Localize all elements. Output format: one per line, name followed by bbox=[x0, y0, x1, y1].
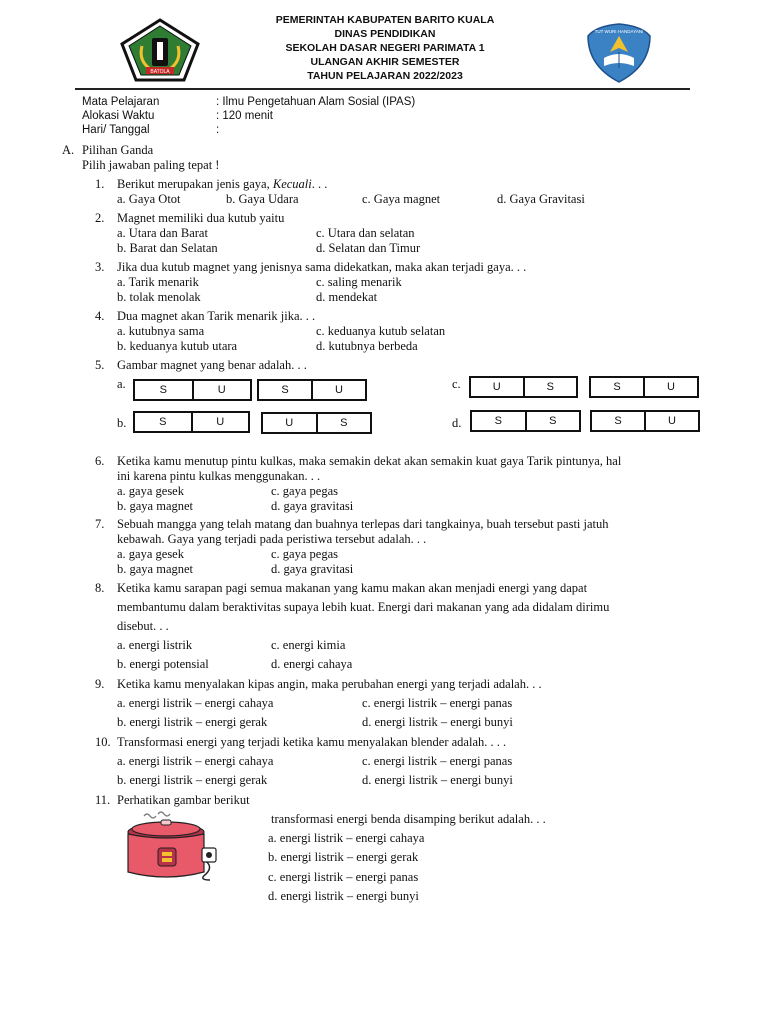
magnet-c2 bbox=[589, 376, 699, 398]
q2-option-b: b. Barat dan Selatan bbox=[117, 241, 218, 255]
q6-option-c: c. gaya pegas bbox=[271, 484, 338, 498]
q9-option-b: b. energi listrik – energi gerak bbox=[117, 715, 268, 729]
q3-text: Jika dua kutub magnet yang jenisnya sama didekatkan, maka akan terjadi gaya. . . bbox=[117, 260, 527, 274]
q5-option-d: d. bbox=[452, 416, 462, 430]
q8-option-b: b. energi potensial bbox=[117, 657, 209, 671]
tut-wuri-logo-text: TUT WURI HANDAYANI bbox=[594, 29, 644, 34]
header-line-2: DINAS PENDIDIKAN bbox=[334, 28, 436, 40]
q5-option-a: a. bbox=[117, 377, 126, 391]
q10-option-c: c. energi listrik – energi panas bbox=[362, 754, 513, 768]
q11-option-b: b. energi listrik – energi gerak bbox=[268, 850, 419, 864]
q3-option-a: a. Tarik menarik bbox=[117, 275, 199, 289]
header-line-1: PEMERINTAH KABUPATEN BARITO KUALA bbox=[275, 14, 495, 26]
q4-number: 4. bbox=[95, 309, 105, 323]
q1-text: Berikut merupakan jenis gaya, Kecuali. . . bbox=[117, 177, 328, 191]
q5-option-b: b. bbox=[117, 416, 127, 430]
section-title: Pilihan Ganda bbox=[82, 143, 154, 157]
q4-option-c: c. keduanya kutub selatan bbox=[316, 324, 446, 338]
q2-option-c: c. Utara dan selatan bbox=[316, 226, 415, 240]
header-line-3: SEKOLAH DASAR NEGERI PARIMATA 1 bbox=[285, 42, 485, 54]
q7-number: 7. bbox=[95, 517, 105, 531]
q6-text-line2: ini karena pintu kulkas menggunakan. . . bbox=[117, 469, 321, 483]
q7-option-c: c. gaya pegas bbox=[271, 547, 338, 561]
magnet-pole: S bbox=[525, 412, 580, 430]
magnet-b2 bbox=[261, 412, 372, 434]
meta-value-duration: : 120 menit bbox=[216, 110, 273, 122]
regency-logo-text: BATOLA bbox=[150, 69, 170, 75]
q6-number: 6. bbox=[95, 454, 105, 468]
magnet-pole: S bbox=[316, 414, 371, 432]
magnet-pole: S bbox=[159, 384, 167, 396]
q7-option-d: d. gaya gravitasi bbox=[271, 562, 354, 576]
q1-option-a: a. Gaya Otot bbox=[117, 192, 181, 206]
q8-text-line1: Ketika kamu sarapan pagi semua makanan yang kamu makan akan menjadi energi yang dapat bbox=[117, 581, 588, 595]
magnet-pole: U bbox=[285, 417, 294, 429]
magnet-pole: U bbox=[192, 381, 251, 399]
magnet-d2 bbox=[590, 410, 700, 432]
magnet-pole: S bbox=[494, 415, 502, 427]
q6-option-b: b. gaya magnet bbox=[117, 499, 194, 513]
q1-number: 1. bbox=[95, 177, 105, 191]
meta-label-subject: Mata Pelajaran bbox=[82, 96, 160, 108]
q11-option-c: c. energi listrik – energi panas bbox=[268, 870, 419, 884]
q7-option-a: a. gaya gesek bbox=[117, 547, 184, 561]
q5-number: 5. bbox=[95, 358, 105, 372]
q1-option-d: d. Gaya Gravitasi bbox=[497, 192, 585, 206]
magnet-d1 bbox=[470, 410, 581, 432]
q7-text-line2: kebawah. Gaya yang terjadi pada peristiwa tersebut adalah. . . bbox=[117, 532, 427, 546]
q9-option-d: d. energi listrik – energi bunyi bbox=[362, 715, 513, 729]
magnet-pole: S bbox=[281, 384, 289, 396]
rice-cooker-image bbox=[114, 810, 220, 884]
q9-number: 9. bbox=[95, 677, 105, 691]
q11-prompt: transformasi energi benda disamping berikut adalah. . . bbox=[271, 812, 546, 826]
q8-option-a: a. energi listrik bbox=[117, 638, 193, 652]
magnet-pole: S bbox=[159, 416, 167, 428]
school-header bbox=[180, 13, 590, 83]
q4-option-b: b. keduanya kutub utara bbox=[117, 339, 238, 353]
q10-option-b: b. energi listrik – energi gerak bbox=[117, 773, 268, 787]
magnet-b1 bbox=[133, 411, 250, 433]
q5-text: Gambar magnet yang benar adalah. . . bbox=[117, 358, 307, 372]
q1-option-c: c. Gaya magnet bbox=[362, 192, 441, 206]
q9-text: Ketika kamu menyalakan kipas angin, maka perubahan energi yang terjadi adalah. . . bbox=[117, 677, 542, 691]
q1-option-b: b. Gaya Udara bbox=[226, 192, 299, 206]
q8-text-line2: membantumu dalam beraktivitas supaya lebih kuat. Energi dari makanan yang ada didalam dirimu bbox=[117, 600, 610, 614]
q9-option-c: c. energi listrik – energi panas bbox=[362, 696, 513, 710]
q3-option-d: d. mendekat bbox=[316, 290, 378, 304]
q2-number: 2. bbox=[95, 211, 105, 225]
q10-number: 10. bbox=[95, 735, 111, 749]
q3-number: 3. bbox=[95, 260, 105, 274]
q10-option-a: a. energi listrik – energi cahaya bbox=[117, 754, 274, 768]
magnet-pole: U bbox=[492, 381, 501, 393]
magnet-c1 bbox=[469, 376, 578, 398]
magnet-pole: U bbox=[643, 378, 697, 396]
header-line-5: TAHUN PELAJARAN 2022/2023 bbox=[307, 70, 463, 82]
magnet-pole: S bbox=[523, 378, 577, 396]
q9-option-a: a. energi listrik – energi cahaya bbox=[117, 696, 274, 710]
q3-option-c: c. saling menarik bbox=[316, 275, 402, 289]
q4-option-d: d. kutubnya berbeda bbox=[316, 339, 418, 353]
magnet-pole: U bbox=[191, 413, 249, 431]
q2-option-a: a. Utara dan Barat bbox=[117, 226, 208, 240]
q7-option-b: b. gaya magnet bbox=[117, 562, 194, 576]
magnet-pole: S bbox=[614, 415, 622, 427]
q11-text: Perhatikan gambar berikut bbox=[117, 793, 250, 807]
q11-option-a: a. energi listrik – energi cahaya bbox=[268, 831, 425, 845]
q8-number: 8. bbox=[95, 581, 105, 595]
meta-value-date: : bbox=[216, 124, 220, 136]
q3-option-b: b. tolak menolak bbox=[117, 290, 201, 304]
q4-text: Dua magnet akan Tarik menarik jika. . . bbox=[117, 309, 316, 323]
q10-text: Transformasi energi yang terjadi ketika kamu menyalakan blender adalah. . . . bbox=[117, 735, 507, 749]
q7-text-line1: Sebuah mangga yang telah matang dan buahnya terlepas dari tangkainya, buah tersebut pasti jatuh bbox=[117, 517, 609, 531]
q8-option-d: d. energi cahaya bbox=[271, 657, 353, 671]
q4-option-a: a. kutubnya sama bbox=[117, 324, 205, 338]
q11-number: 11. bbox=[95, 793, 111, 807]
q6-option-d: d. gaya gravitasi bbox=[271, 499, 354, 513]
magnet-pole: U bbox=[311, 381, 365, 399]
meta-label-date: Hari/ Tanggal bbox=[82, 124, 150, 136]
q11-option-d: d. energi listrik – energi bunyi bbox=[268, 889, 419, 903]
q8-option-c: c. energi kimia bbox=[271, 638, 346, 652]
q2-text: Magnet memiliki dua kutub yaitu bbox=[117, 211, 285, 225]
q5-option-c: c. bbox=[452, 377, 461, 391]
q6-option-a: a. gaya gesek bbox=[117, 484, 184, 498]
meta-label-duration: Alokasi Waktu bbox=[82, 110, 155, 122]
header-line-4: ULANGAN AKHIR SEMESTER bbox=[310, 56, 460, 68]
magnet-a1 bbox=[133, 379, 252, 401]
q8-text-line3: disebut. . . bbox=[117, 619, 169, 633]
magnet-pole: S bbox=[613, 381, 621, 393]
magnet-a2 bbox=[257, 379, 367, 401]
section-instruction: Pilih jawaban paling tepat ! bbox=[82, 158, 220, 172]
q10-option-d: d. energi listrik – energi bunyi bbox=[362, 773, 513, 787]
magnet-pole: U bbox=[644, 412, 698, 430]
q2-option-d: d. Selatan dan Timur bbox=[316, 241, 421, 255]
tut-wuri-logo bbox=[584, 22, 654, 84]
header-divider bbox=[75, 88, 690, 90]
meta-value-subject: : Ilmu Pengetahuan Alam Sosial (IPAS) bbox=[216, 96, 416, 108]
q6-text-line1: Ketika kamu menutup pintu kulkas, maka semakin dekat akan semakin kuat gaya Tarik pintunya, hal bbox=[117, 454, 622, 468]
section-letter: A. bbox=[62, 143, 75, 157]
